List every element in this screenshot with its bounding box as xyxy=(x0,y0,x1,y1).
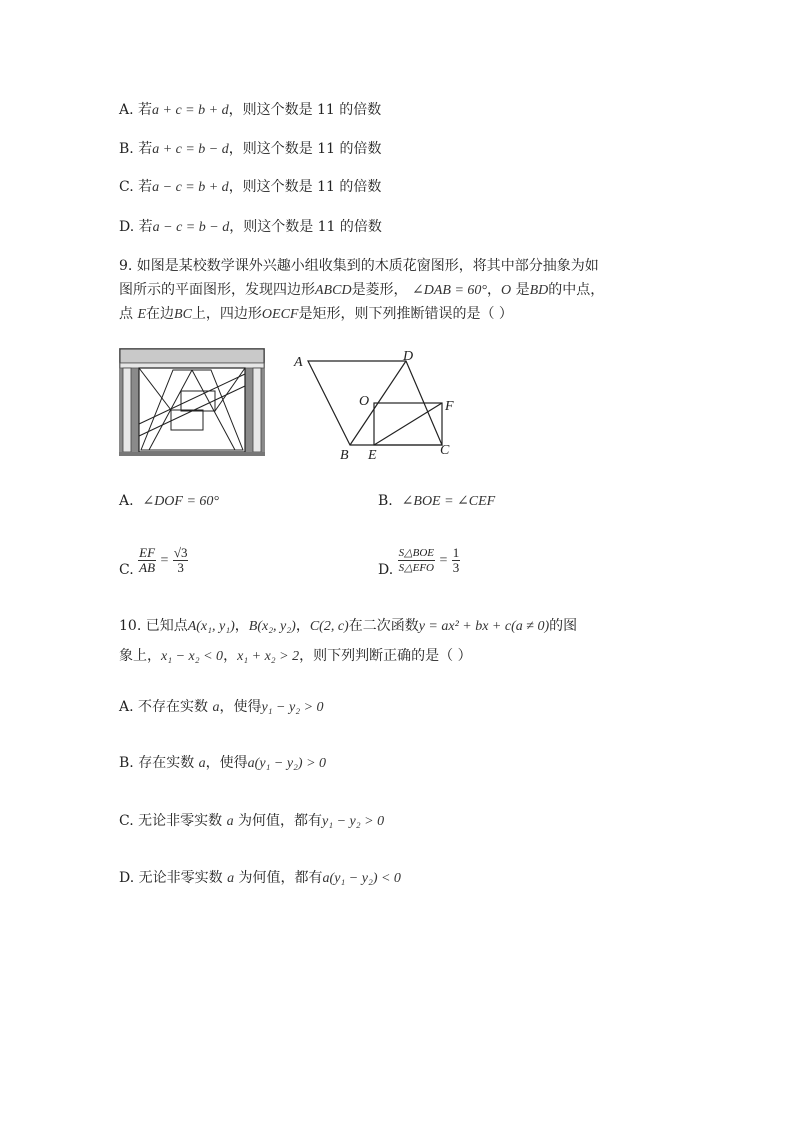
q9-stem-line1: 9. 如图是某校数学课外兴趣小组收集到的木质花窗图形，将其中部分抽象为如 xyxy=(119,258,599,274)
label-b: B xyxy=(340,448,349,462)
label-a: A xyxy=(294,355,303,370)
diagonal-ef xyxy=(374,403,442,445)
q8-option-d: D. 若a − c = b − d，则这个数是 11 的倍数 xyxy=(119,219,382,235)
q10-option-d: D. 无论非零实数 a 为何值，都有a(y₁ − y₂) < 0 xyxy=(119,870,401,886)
q9-option-b: B. ∠BOE = ∠CEF xyxy=(378,493,496,509)
q10-option-b: B. 存在实数 a，使得a(y₁ − y₂) > 0 xyxy=(119,755,327,771)
q10-stem-line1: 10. 已知点A(x₁, y₁)，B(x₂, y₂)，C(2, c)在二次函数y = ax² + bx + c(a ≠ 0)的图 xyxy=(119,618,578,634)
q8-option-b: B. 若a + c = b − d，则这个数是 11 的倍数 xyxy=(119,141,382,157)
q9-stem-line2: 图所示的平面图形，发现四边形ABCD是菱形， ∠DAB = 60°，O 是BD的中点， xyxy=(119,282,605,298)
label-f: F xyxy=(445,399,454,414)
label-d: D xyxy=(403,350,414,364)
q9-option-a: A. ∠DOF = 60° xyxy=(119,493,220,509)
q10-option-c: C. 无论非零实数 a 为何值，都有y₁ − y₂ > 0 xyxy=(119,813,385,829)
q8-option-c: C. 若a − c = b + d，则这个数是 11 的倍数 xyxy=(119,179,382,195)
wooden-window-illustration xyxy=(119,346,267,458)
label-e: E xyxy=(368,448,377,462)
q9-stem-line3: 点 E在边BC上，四边形OECF是矩形，则下列推断错误的是（ ） xyxy=(119,306,513,322)
q10-option-a: A. 不存在实数 a，使得y₁ − y₂ > 0 xyxy=(119,699,324,715)
rhombus-figure xyxy=(290,350,465,462)
q8-option-a: A. 若a + c = b + d，则这个数是 11 的倍数 xyxy=(119,102,382,118)
label-c: C xyxy=(440,443,450,458)
q9-option-d: D. $\frac{\text{S△BOE}}{\text{S△EFO}}$ = $\frac{1}{3}$ xyxy=(378,544,460,578)
q9-option-c: C. $\frac{EF}{AB}$ = $\frac{√3}{3}$ xyxy=(119,544,188,578)
label-o: O xyxy=(359,394,370,409)
q10-stem-line2: 象上，x₁ − x₂ < 0，x₁ + x₂ > 2，则下列判断正确的是（ ） xyxy=(119,648,472,664)
